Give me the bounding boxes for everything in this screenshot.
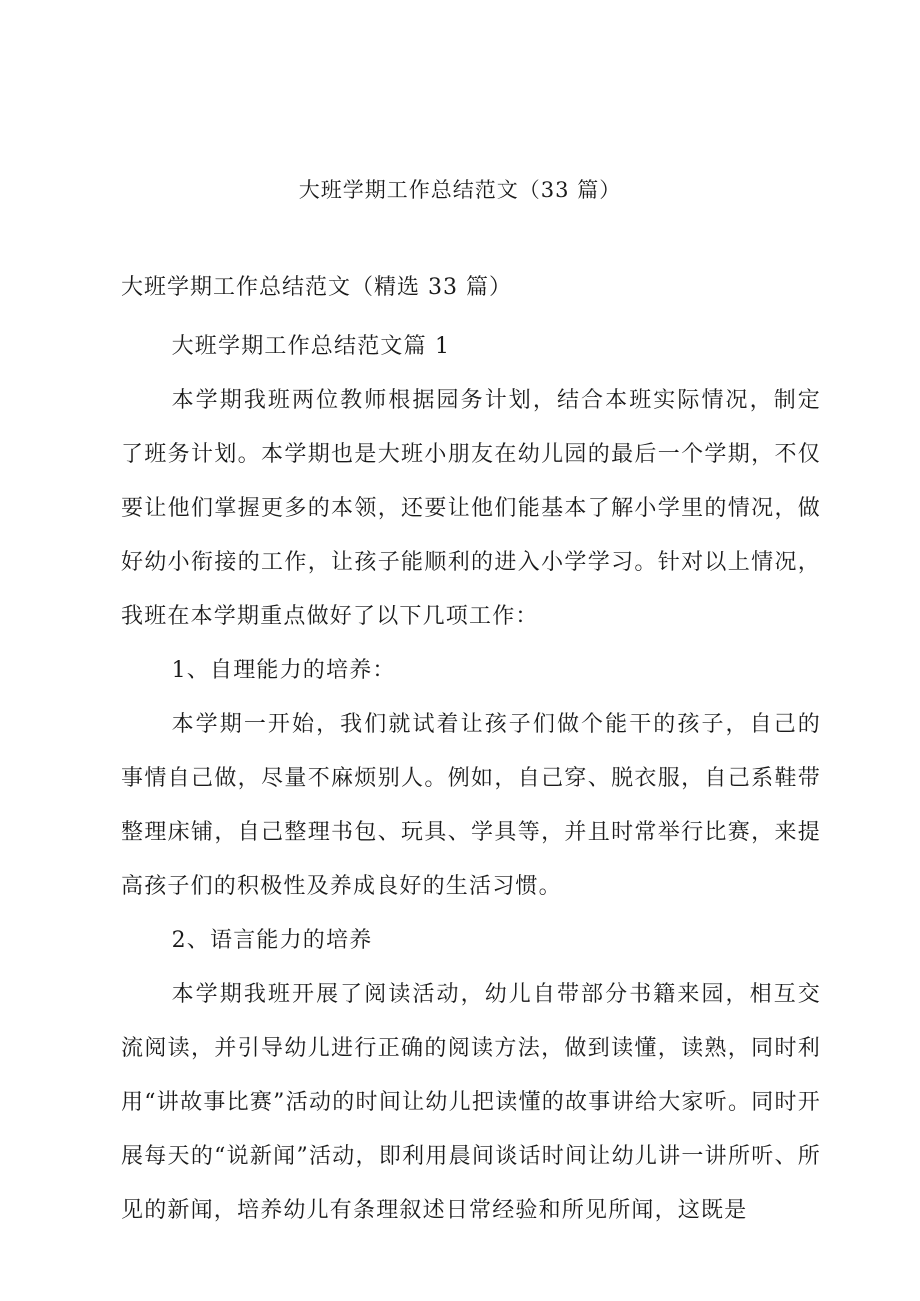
paragraph-language: 本学期我班开展了阅读活动，幼儿自带部分书籍来园，相互交流阅读，并引导幼儿进行正确的阅读方法，做到读懂，读熟，同时利用“讲故事比赛”活动的时间让幼儿把读懂的故事讲给大家听。同时开展每天的“说新闻”活动，即利用晨间谈话时间让幼儿讲一讲所听、所见的新闻，培养幼儿有条理叙述日常经验和所见所闻，这既是 xyxy=(121,982,821,1223)
document-title: 大班学期工作总结范文（33 篇） xyxy=(298,178,622,202)
paragraph-self-care: 本学期一开始，我们就试着让孩子们做个能干的孩子，自己的事情自己做，尽量不麻烦别人。例如，自己穿、脱衣服，自己系鞋带整理床铺，自己整理书包、玩具、学具等，并且时常举行比赛，来提高孩子们的积极性及养成良好的生活习惯。 xyxy=(121,712,821,899)
document-subtitle: 大班学期工作总结范文（精选 33 篇） xyxy=(121,275,512,300)
section-heading: 大班学期工作总结范文篇 1 xyxy=(171,334,451,359)
paragraph-heading-self-care: 1、自理能力的培养： xyxy=(171,658,396,683)
paragraph-heading-language: 2、语言能力的培养 xyxy=(171,928,373,953)
paragraph-intro: 本学期我班两位教师根据园务计划，结合本班实际情况，制定了班务计划。本学期也是大班小朋友在幼儿园的最后一个学期，不仅要让他们掌握更多的本领，还要让他们能基本了解小学里的情况，做好幼小衔接的工作，让孩子能顺利的进入小学学习。针对以上情况，我班在本学期重点做好了以下几项工作： xyxy=(121,388,821,629)
document-body xyxy=(121,320,821,1238)
